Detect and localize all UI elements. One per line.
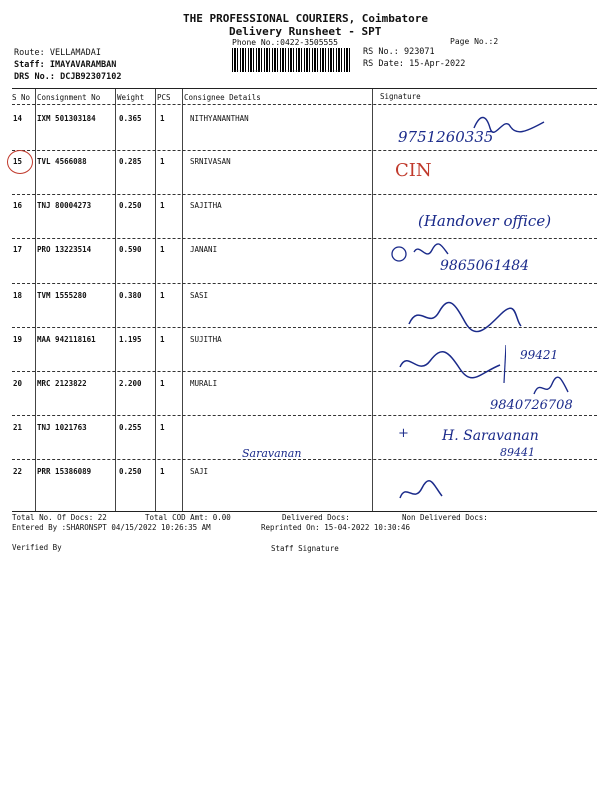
row-rule	[12, 194, 597, 195]
row-rule	[12, 371, 597, 372]
non-delivered-docs: Non Delivered Docs:	[402, 513, 488, 522]
handwritten-phone-19: 99421	[520, 348, 559, 362]
col-header-weight: Weight	[117, 93, 145, 102]
row-consignee: SUJITHA	[190, 335, 222, 344]
route-label: Route:	[14, 48, 45, 58]
row-sno: 14	[13, 114, 23, 123]
total-cod: Total COD Amt: 0.00	[145, 513, 231, 522]
handwritten-signature-21: H. Saravanan	[442, 428, 539, 444]
delivered-docs: Delivered Docs:	[282, 513, 350, 522]
row-pcs: 1	[160, 291, 165, 300]
row-consignee: MURALI	[190, 379, 218, 388]
row-pcs: 1	[160, 157, 165, 166]
verified-by: Verified By	[12, 543, 62, 552]
row-consignee: NITHYANANTHAN	[190, 114, 249, 123]
rs-date-label: RS Date:	[363, 59, 404, 69]
table-top-rule	[12, 88, 597, 89]
signature-scribble-22	[396, 478, 446, 508]
row-consignment: MAA 942118161	[37, 335, 96, 344]
rs-number-label: RS No.:	[363, 47, 399, 57]
signature-scribble-18	[405, 300, 525, 340]
handwritten-phone-21: 89441	[500, 446, 535, 459]
handwritten-phone-17: 9865061484	[440, 258, 530, 274]
row-consignment: TVL 4566088	[37, 157, 87, 166]
col-header-sno: S No	[12, 93, 31, 102]
handwritten-phone-14: 9751260335	[398, 128, 494, 146]
rs-number-value: 923071	[403, 47, 435, 57]
row-sno: 20	[13, 379, 23, 388]
row-pcs: 1	[160, 201, 165, 210]
signature-scribble-20	[530, 376, 570, 400]
rs-date-value: 15-Apr-2022	[409, 59, 466, 69]
row-sno: 18	[13, 291, 23, 300]
row-sno: 21	[13, 423, 23, 432]
handwritten-handover-note: (Handover office)	[418, 212, 552, 230]
handwritten-cin: CIN	[395, 160, 432, 181]
signature-scribble-19	[396, 345, 506, 385]
row-pcs: 1	[160, 467, 165, 476]
col-header-signature: Signature	[380, 92, 421, 101]
page-number: Page No.:2	[450, 37, 499, 46]
row-weight: 0.380	[119, 291, 142, 300]
row-weight: 0.365	[119, 114, 142, 123]
handwritten-plus-mark: +	[398, 426, 409, 441]
total-docs: Total No. Of Docs: 22	[12, 513, 107, 522]
row-consignment: TVM 1555280	[37, 291, 87, 300]
row-consignment: MRC 2123822	[37, 379, 87, 388]
row-pcs: 1	[160, 335, 165, 344]
row-weight: 0.255	[119, 423, 142, 432]
row-sno: 19	[13, 335, 23, 344]
handwritten-phone-20: 9840726708	[490, 398, 573, 413]
row-pcs: 1	[160, 114, 165, 123]
rs-date-field	[363, 59, 465, 69]
col-header-consignment: Consignment No	[37, 93, 101, 102]
row-weight: 0.250	[119, 467, 142, 476]
row-rule	[12, 415, 597, 416]
col-divider	[115, 89, 116, 512]
row-weight: 0.285	[119, 157, 142, 166]
header-rule	[12, 104, 597, 105]
row-consignee: SAJITHA	[190, 201, 222, 210]
row-weight: 1.195	[119, 335, 142, 344]
row-consignee: SAJI	[190, 467, 209, 476]
row-consignment: TNJ 80004273	[37, 201, 92, 210]
row-pcs: 1	[160, 379, 165, 388]
col-header-pcs: PCS	[157, 93, 171, 102]
row-sno: 16	[13, 201, 23, 210]
row-sno: 17	[13, 245, 23, 254]
row-consignment: PRO 13223514	[37, 245, 92, 254]
runsheet-title: Delivery Runsheet - SPT	[229, 25, 382, 38]
drs-field	[14, 72, 122, 82]
col-divider	[182, 89, 183, 512]
row-consignee: JANANI	[190, 245, 218, 254]
staff-value: IMAYAVARAMBAN	[49, 60, 117, 70]
row-rule	[12, 150, 597, 151]
drs-label: DRS No.:	[14, 72, 55, 82]
reprinted-on: Reprinted On: 15-04-2022 10:30:46	[261, 523, 411, 532]
row-rule	[12, 283, 597, 284]
row-sno: 15	[13, 157, 23, 166]
row-pcs: 1	[160, 245, 165, 254]
phone-number: Phone No.:0422-3505555	[232, 38, 338, 47]
staff-field	[14, 60, 116, 70]
red-circle-mark	[7, 150, 33, 174]
company-name: THE PROFESSIONAL COURIERS, Coimbatore	[183, 12, 429, 25]
row-weight: 0.590	[119, 245, 142, 254]
row-consignment: TNJ 1021763	[37, 423, 87, 432]
row-weight: 2.200	[119, 379, 142, 388]
row-rule	[12, 459, 597, 460]
row-consignment: IXM 501303184	[37, 114, 96, 123]
row-rule	[12, 238, 597, 239]
route-value: VELLAMADAI	[49, 48, 102, 58]
row-consignee: SRNIVASAN	[190, 157, 231, 166]
handwritten-name-21: Saravanan	[242, 447, 302, 460]
col-divider	[155, 89, 156, 512]
col-header-consignee: Consignee Details	[184, 93, 261, 102]
row-consignee: SASI	[190, 291, 209, 300]
entered-by: Entered By :SHARONSPT 04/15/2022 10:26:35 AM	[12, 523, 211, 532]
col-divider	[35, 89, 36, 512]
row-sno: 22	[13, 467, 23, 476]
route-field	[14, 48, 101, 58]
drs-value: DCJB92307102	[60, 72, 122, 82]
rs-number-field	[363, 47, 435, 57]
staff-label: Staff:	[14, 60, 45, 70]
row-weight: 0.250	[119, 201, 142, 210]
staff-signature: Staff Signature	[271, 544, 339, 553]
barcode	[232, 48, 350, 72]
table-bottom-rule	[12, 511, 597, 512]
col-divider	[372, 89, 373, 512]
row-consignment: PRR 15386089	[37, 467, 92, 476]
row-pcs: 1	[160, 423, 165, 432]
